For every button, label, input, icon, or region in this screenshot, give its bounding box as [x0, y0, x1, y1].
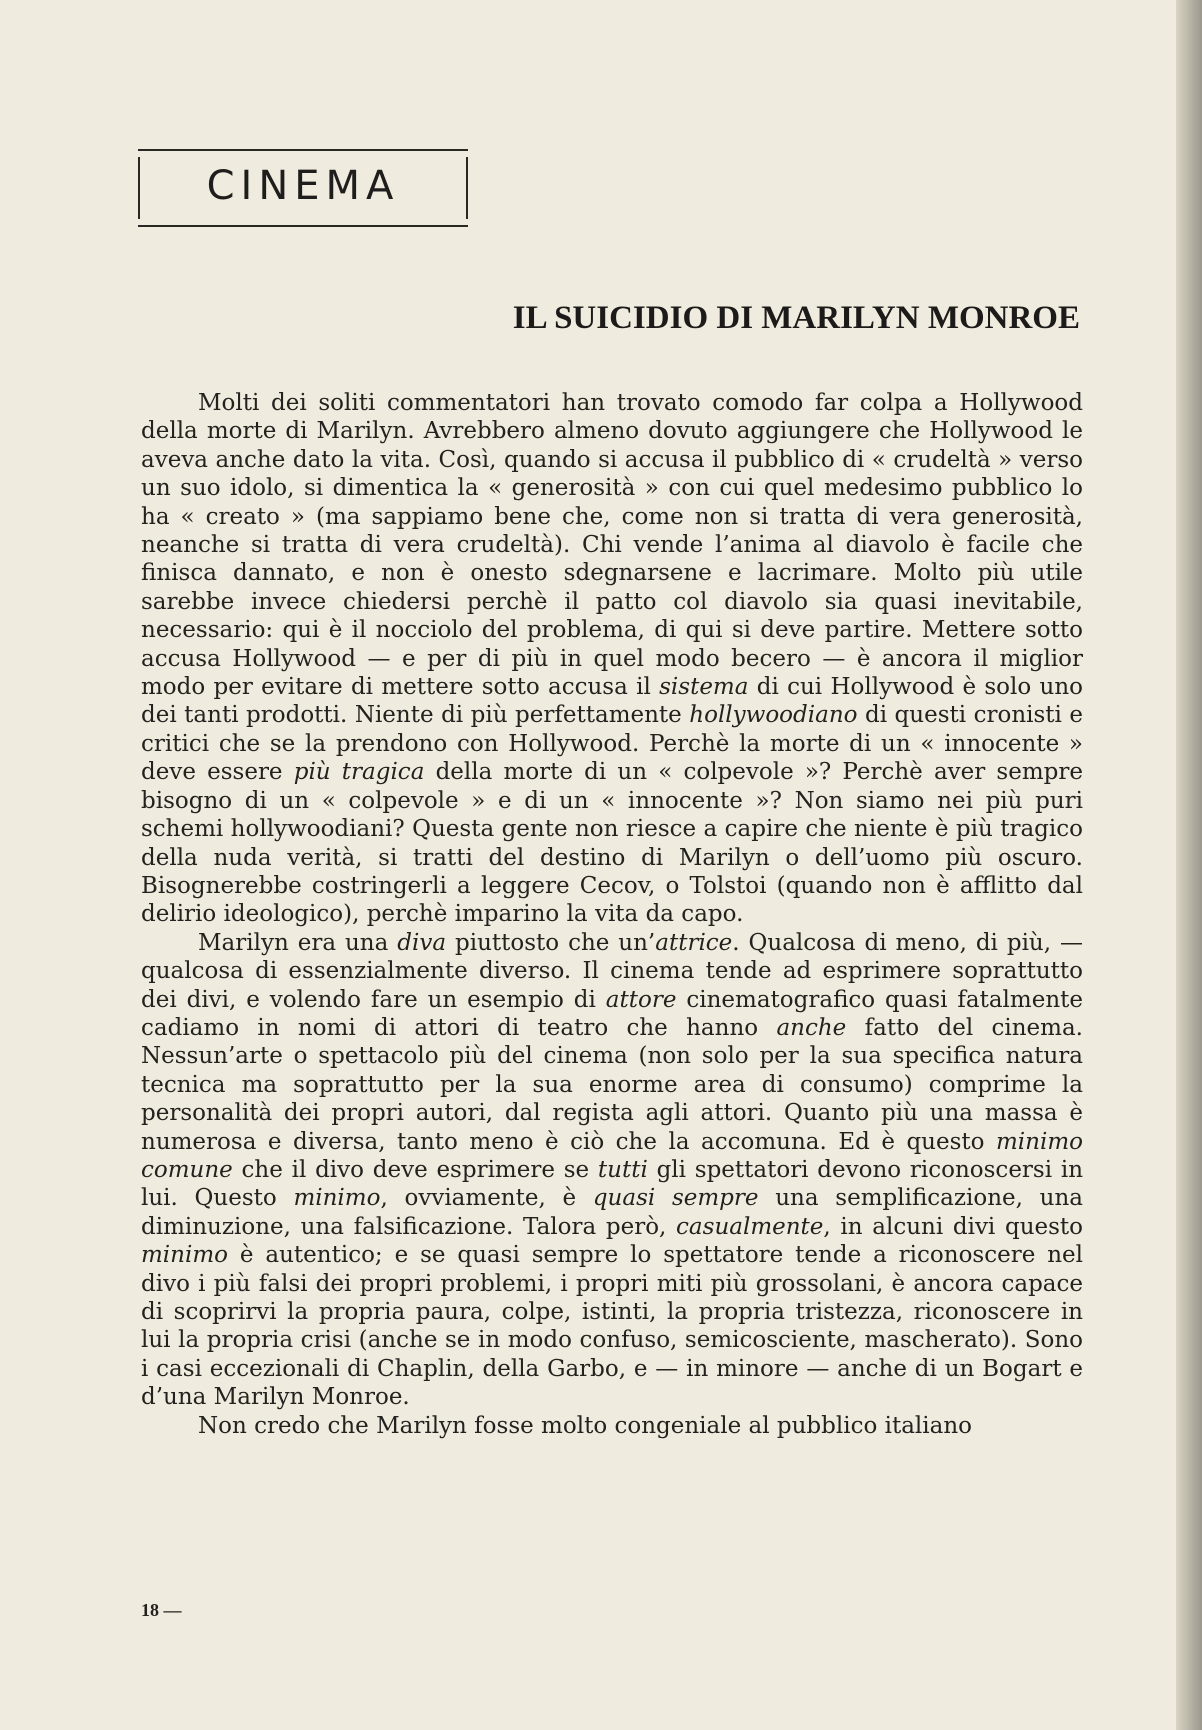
text-segment: gli spettatori devono riconoscersi in lui. Questo	[141, 1156, 1084, 1212]
italic-segment: minimo	[141, 1242, 228, 1269]
italic-segment: più tragica	[293, 759, 425, 786]
text-segment: una semplificazione, una diminuzione, una falsificazione. Talora però,	[141, 1185, 1083, 1240]
text-segment: , in alcuni divi questo	[823, 1213, 1084, 1240]
italic-segment: hollywoodiano	[689, 702, 858, 729]
page-edge-shadow	[1176, 0, 1202, 1730]
italic-segment: minimo comune	[141, 1128, 1083, 1183]
text-segment: . Qualcosa di meno, di più, — qualcosa di essenzialmente diverso. Il cinema tende ad esprimere soprattutto dei divi, e volendo fare un esempio di	[141, 929, 1083, 1013]
text-segment: piuttosto che un’	[446, 929, 656, 956]
italic-segment: quasi sempre	[592, 1185, 759, 1212]
text-segment: di cui Hollywood è solo uno dei tanti prodotti. Niente di più perfettamente	[141, 674, 1083, 729]
italic-segment: anche	[776, 1014, 847, 1041]
italic-segment: attore	[605, 986, 677, 1013]
paragraph-3	[141, 1412, 1083, 1440]
text-segment: è autentico; e se quasi sempre lo spettatore tende a riconoscere nel divo i più falsi dei propri problemi, i propri miti più grossolani, è ancora capace di scoprirvi la propria paura, colpe, istinti, la propria tristezza, riconoscere in lui la propria crisi (anche se in modo confuso, semicosciente, mascherato). Sono i casi eccezionali di Chaplin, della Garbo, e — in minore — anche di un Bogart e d’una Marilyn Monroe.	[141, 1242, 1083, 1411]
text-segment: Molti dei soliti commentatori han trovato comodo far colpa a Hollywood della morte di Marilyn. Avrebbero almeno dovuto aggiungere che Hollywood le aveva anche dato la vita. Così, quando si accusa il pubblico di « crudeltà » verso un suo idolo, si dimentica la « generosità » con cui quel medesimo pubblico lo ha « creato » (ma sappiamo bene che, come non si tratta di vera generosità, neanche si tratta di vera crudeltà). Chi vende l’anima al diavolo è facile che finisca dannato, e non è onesto sdegnarsene e lacrimare. Molto più utile sarebbe invece chiedersi perchè il patto col diavolo sia quasi inevitabile, necessario: qui è il nocciolo del problema, di qui si deve partire. Mettere sotto accusa Hollywood — e per di più in quel modo becero — è ancora il miglior modo per evitare di mettere sotto accusa il	[141, 390, 1083, 701]
text-segment: , ovviamente, è	[380, 1185, 593, 1212]
italic-segment: casualmente	[676, 1213, 824, 1240]
italic-segment: minimo	[293, 1185, 381, 1212]
section-label: CINEMA	[206, 163, 400, 209]
text-segment: cinematografico quasi fatalmente cadiamo in nomi di attori di teatro che hanno	[141, 986, 1083, 1041]
article-title: IL SUICIDIO DI MARILYN MONROE	[512, 300, 1080, 336]
text-segment: di questi cronisti e critici che se la prendono con Hollywood. Perchè la morte di un « innocente » deve essere	[141, 702, 1083, 786]
paragraph-1	[141, 389, 1083, 929]
italic-segment: tutti	[597, 1156, 648, 1183]
text-segment: che il divo deve esprimere se	[232, 1156, 598, 1183]
paragraph-2	[141, 929, 1083, 1412]
text-segment: fatto del cinema. Nessun’arte o spettacolo più del cinema (non solo per la sua specifica natura tecnica ma soprattutto per la sua enorme area di consumo) comprime la personalità dei propri autori, dal regista agli attori. Quanto più una massa è numerosa e diversa, tanto meno è ciò che la accomuna. Ed è questo	[141, 1014, 1083, 1155]
text-segment: Marilyn era una	[198, 929, 398, 956]
italic-segment: diva	[397, 929, 447, 956]
article-body	[141, 389, 1083, 1440]
italic-segment: attrice	[655, 929, 733, 956]
text-segment: della morte di un « colpevole »? Perchè aver sempre bisogno di un « colpevole » e di un « innocente »? Non siamo nei più puri schemi hollywoodiani? Questa gente non riesce a capire che niente è più tragico della nuda verità, si tratti del destino di Marilyn o dell’uomo più oscuro. Bisognerebbe costringerli a leggere Cecov, o Tolstoi (quando non è afflitto dal delirio ideologico), perchè imparino la vita da capo.	[141, 759, 1083, 928]
page-number: 18 —	[141, 1600, 182, 1620]
text-segment: Non credo che Marilyn fosse molto congeniale al pubblico italiano	[198, 1412, 973, 1439]
section-header-box	[138, 149, 468, 227]
italic-segment: sistema	[659, 674, 749, 701]
